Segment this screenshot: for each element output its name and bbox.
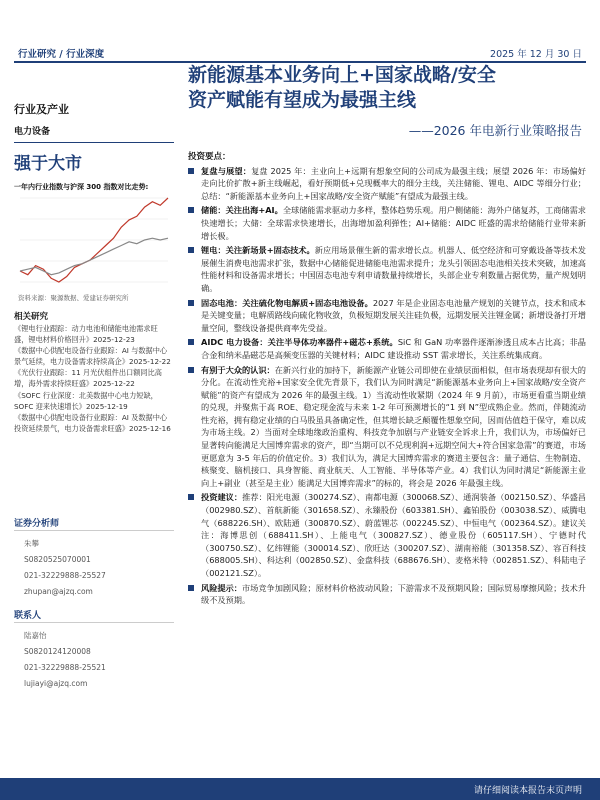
index-comparison-chart — [14, 192, 174, 290]
bullet-square-icon — [188, 207, 194, 213]
bullet-lithium — [188, 244, 586, 294]
analyst-rule — [14, 530, 174, 531]
related-item[interactable]: 《数据中心供配电设备行业跟踪：AI 及数据中心投资延续景气，电力设备需求旺盛》2025-12-16 — [14, 412, 171, 433]
chart-title: 一年内行业指数与沪深 300 指数对比走势: — [14, 183, 149, 191]
bullet-lead: 复盘与展望： — [201, 165, 252, 176]
analyst-phone: 021-32229888-25527 — [24, 571, 106, 580]
analyst-info — [24, 536, 106, 600]
bullet-square-icon — [188, 585, 194, 591]
bullet-square-icon — [188, 339, 194, 345]
analyst-name: 朱攀 — [24, 539, 39, 548]
industry-name: 电力设备 — [14, 127, 51, 137]
bullet-square-icon — [188, 367, 194, 373]
related-item[interactable]: 《SOFC 行业深度：北美数据中心电力短缺，SOFC 迎来快速增长》2025-12-19 — [14, 390, 158, 411]
top-bar — [0, 40, 600, 62]
investment-highlights — [188, 151, 586, 607]
bullet-lead: 有别于大众的认识： — [201, 364, 275, 375]
bullet-lead: 储能：关注出海+AI。 — [201, 205, 283, 216]
report-subtitle: ——2026 年电新行业策略报告 — [408, 123, 582, 138]
points-heading: 投资要点： — [188, 152, 231, 162]
bullet-text: 推荐：阳光电源（300274.SZ）、南都电源（300068.SZ）、通润装备（002150.SZ）、华盛昌（002980.SZ）、首航新能（301658.SZ）、永臻股份（603381.SH）、鑫铂股份（003038.SZ）、威腾电气（688226.SH）、欧陆通（300870.SZ）、蔚蓝锂芯（002245.SZ）、中恒电气（002364.SZ）。建议关注：海博思创（688411.SH）、上能电气（300827.SZ）、德业股份（605117.SH）、宁德时代（300750.SZ）、亿纬锂能（300014.SZ）、欣旺达（300207.SZ）、湖南裕能（301358.SZ）、容百科技（688005.SH）、科达利（002850.SZ）、金盘科技（688676.SH）、麦格米特（002851.SZ）、科陆电子（002121.SZ）。 — [201, 492, 586, 578]
bullet-lead: 锂电：关注新场景+固态技术。 — [201, 245, 315, 256]
report-date: 2025 年 12 月 30 日 — [490, 49, 582, 60]
bullet-lead: 固态电池：关注硫化物电解质+固态电池设备。 — [201, 297, 373, 308]
footer-bar — [0, 778, 600, 800]
bullet-investment-advice — [188, 491, 586, 579]
contact-name: 陆嘉怡 — [24, 631, 47, 640]
related-research-list — [14, 323, 172, 434]
bullet-text: 2027 年是企业固态电池量产规划的关键节点，技术和成本是关键变量；电解质路线向硫化物收敛，负极短期发展关注硅负极，远期发展关注锂金属；新增设备打开增量空间，整线设备提供商率先受益。 — [201, 297, 586, 333]
bullet-square-icon — [188, 300, 194, 306]
title-line-1: 新能源基本业务向上+国家战略/安全 — [188, 64, 496, 86]
contact-info — [24, 628, 106, 692]
analyst-id: S0820525070001 — [24, 555, 91, 564]
report-title — [188, 63, 588, 113]
related-item[interactable]: 《光伏行业跟踪：11 月光伏组件出口额同比高增，海外需求持续旺盛》2025-12-22 — [14, 368, 162, 389]
bullet-lead: 风险提示： — [201, 582, 242, 593]
title-line-2: 资产赋能有望成为最强主线 — [188, 89, 417, 111]
related-research-heading: 相关研究 — [14, 312, 49, 322]
chart-source: 资料来源：聚源数据、爱建证券研究所 — [18, 294, 129, 302]
bullet-lead: 投资建议： — [201, 492, 243, 503]
bullet-storage — [188, 204, 586, 242]
contact-heading: 联系人 — [14, 611, 42, 621]
bullet-solid-state — [188, 297, 586, 335]
related-item[interactable]: 《数据中心供配电设备行业跟踪：AI 与数据中心景气延续，电力设备需求持续高企》2025-12-22 — [14, 346, 171, 367]
bullet-risk — [188, 582, 586, 607]
related-item[interactable]: 《锂电行业跟踪：动力电池和储能电池需求旺盛，锂电材料价格回升》2025-12-23 — [14, 324, 158, 345]
bullet-square-icon — [188, 168, 194, 174]
industry-heading: 行业及产业 — [14, 103, 69, 116]
contact-rule — [14, 622, 174, 623]
bullet-aidc — [188, 336, 586, 361]
bullet-square-icon — [188, 494, 194, 500]
bullet-review — [188, 165, 586, 203]
chart-background — [14, 192, 174, 290]
bullet-differentiated-view — [188, 364, 586, 490]
bullet-text: 在新兴行业的加持下，新能源产业链公司即使在业绩层面相似，但市场表现却有很大的分化。在流动性充裕+国家安全优先背景下，我们认为同时满足“新能源基本业务向上+国家战略/安全资产赋能”的资产有望成为 2026 年的最强主线。1）当流动性收紧期（2024 年 9 月前），市场更看重当期业绩的兑现，并聚焦于高 ROE、稳定现金流与未来 1-2 年可预测增长的“1 到 N”型成熟企业。然而，伴随流动性充裕，拥有稳定业绩的白马股虽具备确定性，但其增长缺乏颠覆性想象空间，因而估值趋于保守，难以成为市场主线。2）当面对全球地缘政治重构、科技竞争加剧与产业链安全诉求上升，我们认为，市场偏好已显著转向能满足大国博弈需求的资产，即“当期可以不兑现利润+远期空间大+符合国家急需”的赛道，市场更愿意为 3-5 年后的价值定价。3）我们认为，满足大国博弈需求的赛道主要包含：量子通信、生物制造、核聚变、脑机接口、具身智能、商业航天、人工智能、半导体等产业。4）我们认为同时满足“新能源主业向上+副业（甚至是主业）能满足大国博弈需求”的标的，将会是 2026 年最强主线。 — [201, 364, 586, 488]
bullet-text: 新应用场景催生新的需求增长点。机器人、低空经济和可穿戴设备等技术发展催生消费电池需求扩张，数据中心储能促进储能电池需求提升；龙头引领固态电池相关技术突破，加速高性能材料和设备需求增长；中国固态电池专利申请数量持续增长，头部企业专利数量占据优势，量产规划明确。 — [201, 245, 586, 293]
analyst-email[interactable]: zhupan@ajzq.com — [24, 587, 93, 596]
rating-rule — [14, 142, 174, 143]
analyst-heading: 证券分析师 — [14, 519, 60, 529]
report-category: 行业研究 / 行业深度 — [18, 49, 105, 60]
contact-email[interactable]: lujiayi@ajzq.com — [24, 679, 88, 688]
footer-disclaimer: 请仔细阅读本报告末页声明 — [473, 786, 582, 796]
bullet-text: 复盘 2025 年：主业向上+远期有想象空间的公司成为最强主线；展望 2026 年：市场偏好走向比价扩散+新主线崛起，看好预期低+兑现概率大的细分主线，关注储能、锂电、AIDC 等细分行业；总结：“新能源基本业务向上+国家战略/安全资产赋能”有望成为最强主线。 — [201, 165, 586, 201]
bullet-text: 全球储能需求驱动力多样，整体趋势乐观。用户侧储能：海外户储复苏，工商储需求快速增长；大储：全球需求快速增长，出海增加盈利弹性；AI+储能：AIDC 旺盛的需求给储能行业带来新增长极。 — [201, 205, 586, 241]
bullet-lead: AIDC 电力设备：关注半导体功率器件+磁芯+系统。 — [201, 337, 398, 348]
bullet-text: 市场竞争加剧风险；原材料价格波动风险；下游需求不及预期风险；国际贸易摩擦风险；技术升级不及预期。 — [201, 582, 586, 606]
bullet-square-icon — [188, 247, 194, 253]
industry-rating: 强于大市 — [14, 154, 82, 174]
contact-phone: 021-32229888-25521 — [24, 663, 106, 672]
bullet-text: SiC 和 GaN 功率器件逐渐渗透且成本占比高；非晶合金和纳米晶磁芯是高频变压器的关键材料；AIDC 建设推动 SST 需求增长，关注系统集成商。 — [201, 337, 586, 360]
contact-id: S0820124120008 — [24, 647, 91, 656]
chart-svg — [14, 192, 174, 290]
